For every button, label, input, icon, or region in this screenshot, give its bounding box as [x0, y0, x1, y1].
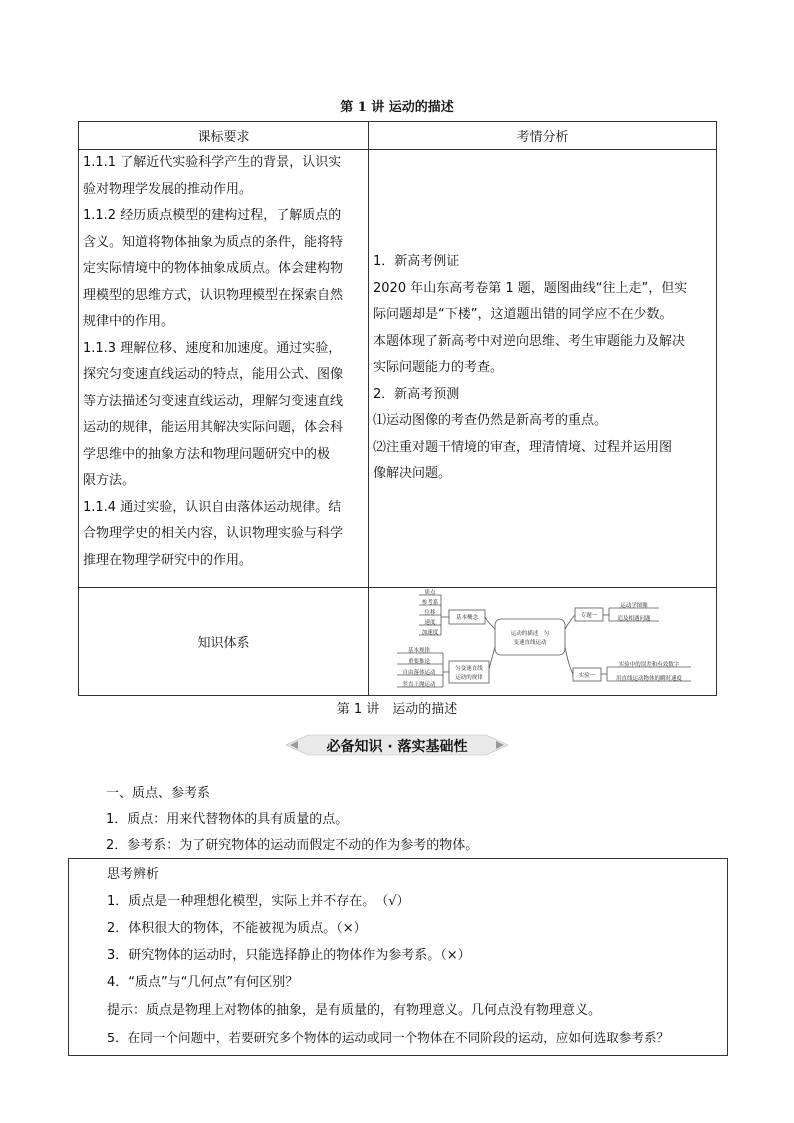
req-line: 1.1.1 了解近代实验科学产生的背景，认识实: [83, 155, 342, 170]
map-experiment-item: 用直线运动物体的瞬时速度: [615, 676, 683, 682]
mind-map-cell: [369, 588, 717, 696]
page-title: 第 1 讲 运动的描述: [340, 100, 454, 115]
map-topic-node: 专题一: [580, 613, 598, 619]
definition-item: 2．参考系：为了研究物体的运动而假定不动的作为参考的物体。: [106, 838, 479, 853]
req-line: 1.1.4 通过实验，认识自由落体运动规律。结: [83, 499, 342, 515]
think-line: 3．研究物体的运动时，只能选择静止的物体作为参考系。（×）: [107, 948, 471, 963]
req-line: 1.1.2 经历质点模型的建构过程，了解质点的: [83, 208, 342, 223]
req-line: 定实际情境中的物体抽象成质点。体会建构物: [83, 261, 344, 276]
analysis-line: 实际问题能力的考查。: [373, 360, 504, 376]
map-uniform-item: 基本规律: [407, 648, 431, 654]
map-topic-item: 运动学图像: [620, 603, 648, 609]
knowledge-label: 知识体系: [79, 588, 369, 696]
req-line: 合物理学史的相关内容，认识物理实验与科学: [83, 526, 344, 541]
col-header-analysis: 考情分析: [369, 122, 717, 150]
think-line: 2．体积很大的物体，不能被视为质点。（×）: [107, 921, 367, 936]
mind-map: [369, 589, 715, 694]
map-basic-item: 加速度: [421, 630, 439, 636]
analysis-line: ⑴运动图像的考查仍然是新高考的重点。: [373, 413, 608, 429]
map-basic-item: 质点: [424, 590, 436, 596]
map-basic-item: 速度: [424, 620, 436, 626]
analysis-line: 1．新高考例证: [373, 254, 460, 270]
map-basic-node: 基本概念: [455, 615, 479, 621]
req-line: 运动的规律，能运用其解决实际问题，体会科: [83, 420, 344, 435]
analysis-line: 像解决问题。: [373, 466, 452, 482]
req-line: 等方法描述匀变速直线运动，理解匀变速直线: [83, 393, 344, 409]
definition-item: 1．质点：用来代替物体的具有质量的点。: [106, 812, 349, 827]
req-line: 理模型的思维方式，认识物理模型在探索自然: [83, 287, 344, 303]
map-basic-item: 位移: [424, 610, 436, 616]
analysis-line: 2020 年山东高考卷第 1 题，题图曲线“往上走”，但实: [373, 280, 688, 296]
think-line: 4．“质点”与“几何点”有何区别？: [107, 975, 299, 990]
req-line: 验对物理学发展的推动作用。: [83, 181, 253, 197]
section-banner-text: 必备知识 · 落实基础性: [326, 739, 468, 755]
map-topic-item: 追及相遇问题: [617, 616, 651, 622]
map-uniform-line: 匀变速直线: [455, 666, 483, 672]
req-line: 规律中的作用。: [83, 314, 175, 329]
map-uniform-item: 竖直上抛运动: [402, 682, 436, 688]
req-line: 推理在物理学研究中的作用。: [83, 552, 253, 568]
think-box-title: 思考辨析: [107, 867, 160, 882]
think-line: 提示：质点是物理上对物体的抽象，是有质量的，有物理意义。几何点没有物理意义。: [107, 1003, 602, 1018]
map-uniform-item: 重要推论: [407, 659, 431, 665]
analysis-line: 际问题却是“下楼”，这道题出错的同学应不在少数。: [373, 307, 673, 323]
map-experiment-item: 实验中的误差和有效数字: [618, 662, 680, 668]
req-line: 学思维中的抽象方法和物理问题研究中的极: [83, 446, 331, 462]
req-line: 限方法。: [83, 473, 136, 488]
map-experiment-node: 实验一: [578, 673, 596, 679]
map-uniform-item: 自由落体运动: [402, 670, 436, 676]
requirements-cell: [79, 150, 369, 588]
curriculum-table: [78, 121, 717, 696]
think-line: 1．质点是一种理想化模型，实际上并不存在。 （√）: [107, 894, 410, 909]
map-basic-item: 参考系: [421, 600, 439, 606]
lecture-subtitle: 第 1 讲 运动的描述: [336, 702, 458, 717]
analysis-line: 2．新高考预测: [373, 386, 460, 402]
req-line: 探究匀变速直线运动的特点，能用公式、图像: [83, 367, 344, 382]
analysis-line: ⑵注重对题干情境的审查，理清情境、过程并运用图: [373, 439, 673, 455]
section-heading: 一、质点、参考系: [106, 786, 211, 801]
analysis-cell: [369, 150, 717, 588]
think-box: [68, 858, 728, 1056]
req-line: 含义。知道将物体抽象为质点的条件，能将特: [83, 234, 344, 250]
map-center-line: 运动的描述 匀: [510, 631, 550, 637]
map-center-line: 变速直线运动: [513, 640, 547, 646]
req-line: 1.1.3 理解位移、速度和加速度。通过实验，: [83, 340, 342, 356]
think-line: 5．在同一个问题中，若要研究多个物体的运动或同一个物体在不同阶段的运动，应如何选取参考系？: [107, 1030, 670, 1045]
analysis-line: 本题体现了新高考中对逆向思维、考生审题能力及解决: [373, 333, 686, 349]
map-uniform-line: 运动的规律: [455, 675, 483, 681]
col-header-requirements: 课标要求: [79, 122, 369, 150]
